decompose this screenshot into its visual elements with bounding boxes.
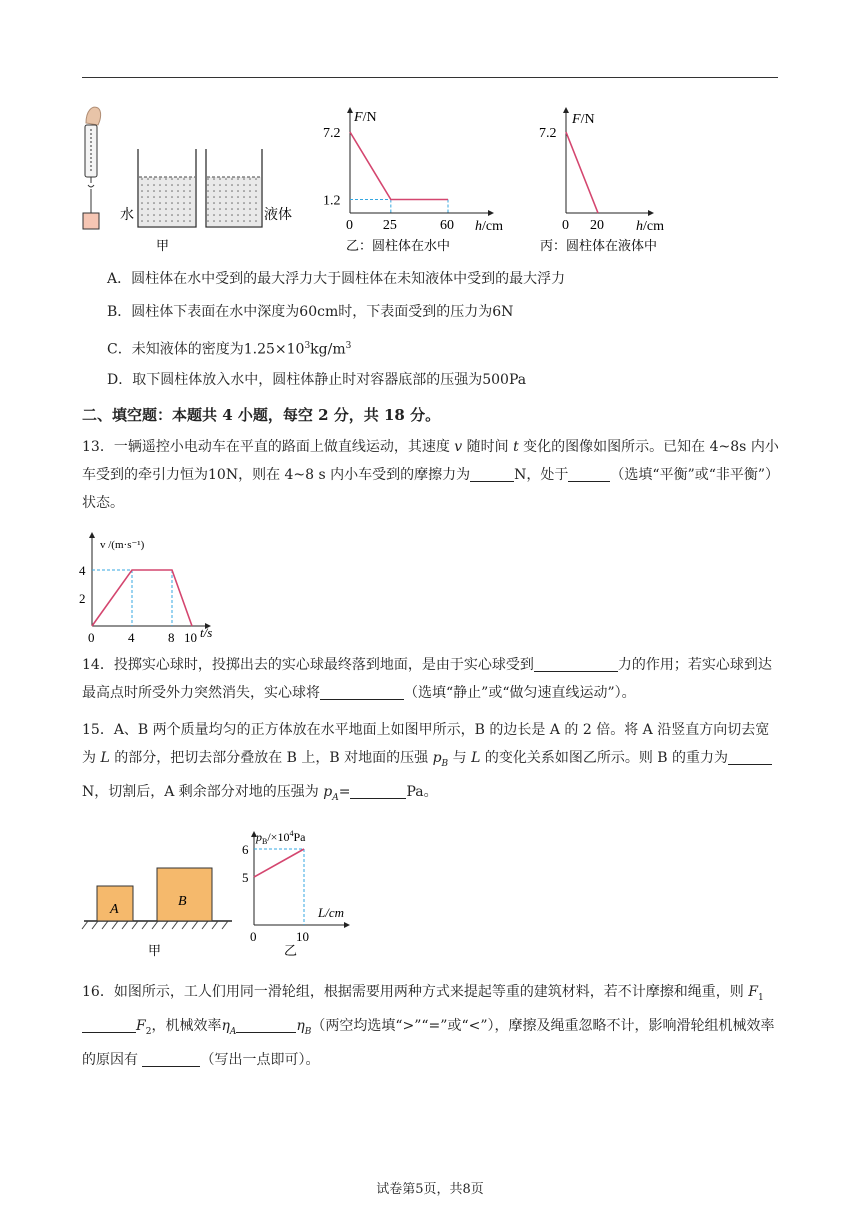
ylabel-unit: /N	[362, 110, 377, 125]
label-a: A	[110, 902, 119, 917]
caption-jia: 甲	[148, 943, 162, 958]
q15-svg	[82, 825, 382, 965]
figure-q15	[82, 825, 382, 965]
option-c: C．未知液体的密度为$1.25\times 10^3kg/m^3$	[107, 341, 352, 358]
xlabel-unit: /cm	[482, 219, 503, 234]
xlabel-var: h	[475, 219, 482, 234]
blank-16-3[interactable]	[142, 1050, 200, 1067]
ylabel: $p_B/\times 10^4Pa$	[256, 829, 306, 846]
caption-bing: 丙：圆柱体在液体中	[540, 238, 658, 253]
figure-yi	[320, 105, 520, 255]
caption-yi: 乙	[284, 943, 298, 958]
ylabel-unit: /N	[580, 112, 595, 127]
x-tick-label: 25	[382, 218, 397, 233]
chart-q15	[242, 829, 350, 958]
section-title: 二、填空题：本题共 4 小题，每空 2 分，共 18 分。	[82, 406, 441, 424]
x-tick-label: 0	[346, 218, 353, 233]
x-tick-label: 10	[296, 929, 309, 944]
y-tick-label: 5	[242, 870, 249, 885]
cylinder-block	[83, 213, 99, 229]
caption-yi: 乙：圆柱体在水中	[346, 238, 451, 253]
ylabel-var: F	[572, 112, 581, 127]
question-16: 16．如图所示，工人们用同一滑轮组，根据需要用两种方式来提起等重的建筑材料，若不计摩擦和绳重，则 $F_1F_2$，机械效率$\eta_A$ $\eta_B$（两空均选填“>”“=”或“<”），摩擦及绳重忽略不计，影响滑轮组机械效率的原因有 （写出一点即可）。	[82, 984, 775, 1068]
chart-yi	[320, 105, 520, 255]
y-tick-label: 4	[79, 563, 86, 578]
figure-bing	[538, 105, 698, 255]
caption-jia: 甲	[156, 238, 170, 253]
ylabel-var: F	[354, 110, 363, 125]
blank-16-1[interactable]	[82, 1016, 136, 1033]
xlabel-var: h	[636, 219, 643, 234]
hand-icon	[86, 107, 101, 125]
svg-text:F/N	[571, 112, 595, 127]
series-line	[92, 570, 192, 626]
blank-14-2[interactable]	[320, 683, 404, 700]
option-d: D．取下圆柱体放入水中，圆柱体静止时对容器底部的压强为500Pa	[107, 372, 527, 388]
blank-15-2[interactable]	[350, 782, 406, 799]
x-tick-label: 8	[168, 630, 175, 645]
blank-16-2[interactable]	[236, 1016, 296, 1033]
y-tick-label: 6	[242, 842, 249, 857]
chart-q13	[80, 532, 230, 644]
ylabel: v /(m·s⁻¹)	[100, 539, 145, 551]
series-line	[350, 132, 448, 200]
x-tick-label: 10	[184, 630, 197, 645]
y-tick-label: 7.2	[539, 126, 557, 141]
label-b: B	[178, 894, 187, 909]
blank-13-1[interactable]	[470, 465, 514, 482]
x-tick-label: 20	[590, 218, 604, 233]
beakers-svg	[80, 105, 310, 255]
blank-13-2[interactable]	[568, 465, 610, 482]
page-footer: 试卷第5页，共8页	[376, 1182, 484, 1197]
series-line	[254, 849, 304, 877]
xlabel: L/cm	[318, 905, 344, 920]
y-tick-label: 1.2	[323, 193, 341, 209]
svg-text:h/cm	[475, 219, 503, 234]
blank-14-1[interactable]	[534, 655, 618, 672]
figure-q13	[80, 532, 230, 644]
xlabel-unit: /cm	[643, 219, 664, 234]
series-line	[566, 132, 598, 213]
header-rule	[82, 77, 778, 78]
x-tick-label: 0	[250, 929, 257, 944]
blank-15-1[interactable]	[728, 748, 772, 765]
option-b: B．圆柱体下表面在水中深度为60cm时，下表面受到的压力为6N	[107, 304, 514, 320]
x-tick-label: 0	[562, 218, 569, 233]
label-water: 水	[120, 208, 134, 223]
xlabel: t/s	[200, 625, 213, 640]
svg-text:h/cm	[636, 219, 664, 234]
label-liquid: 液体	[264, 208, 292, 223]
chart-bing	[538, 105, 698, 255]
y-tick-label: 2	[79, 591, 86, 606]
question-14: 14．投掷实心球时，投掷出去的实心球最终落到地面，是由于实心球受到 力的作用；若实心球到达最高点时所受外力突然消失，实心球将 （选填“静止”或“做匀速直线运动”）。	[82, 657, 772, 701]
question-15: 15．A、B 两个质量均匀的正方体放在水平地面上如图甲所示，B 的边长是 A 的 2 倍。将 A 沿竖直方向切去宽为 L 的部分，把切去部分叠放在 B 上，B 对地面的压强 $p_B$ 与 L 的变化关系如图乙所示。则 B 的重力为N，切割后，A 剩余部分对地的压强为 $p_A= Pa$。	[82, 716, 782, 812]
svg-text:F/N	[353, 110, 377, 125]
x-tick-label: 60	[440, 218, 454, 233]
option-a: A．圆柱体在水中受到的最大浮力大于圆柱体在未知液体中受到的最大浮力	[107, 271, 566, 287]
x-tick-label: 0	[88, 630, 95, 645]
y-tick-label: 7.2	[323, 126, 341, 141]
question-13: 13．一辆遥控小电动车在平直的路面上做直线运动，其速度 v 随时间 t 变化的图像如图所示。已知在 4~8s 内小车受到的牵引力恒为10N，则在 4~8 s 内小车受到的摩擦力为 N，处于 （选填“平衡”或“非平衡”）状态。	[82, 439, 780, 511]
x-tick-label: 4	[128, 630, 135, 645]
figure-jia	[80, 105, 310, 255]
